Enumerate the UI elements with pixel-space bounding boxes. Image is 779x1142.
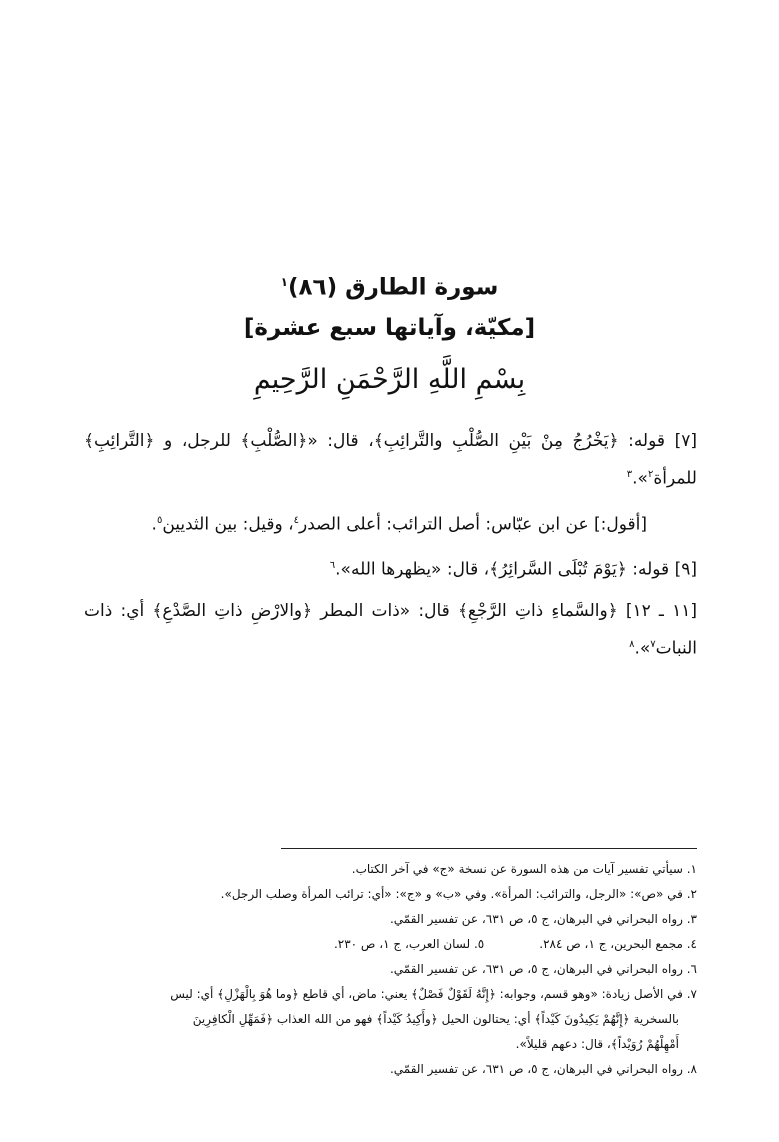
paragraph-text: [٧] قوله: ﴿يَخْرُجُ مِنْ بَيْنِ الصُّلْبِ والتَّرائِبِ﴾، قال: «﴿الصُّلْبِ﴾ للرجل، و ﴿التَّرائِبِ﴾ للمرأة <box>84 431 697 489</box>
footnote: ١. سيأتي تفسير آيات من هذه السورة عن نسخة «ج» في آخر الكتاب. <box>351 862 697 876</box>
footnote: ٢. في «ص»: «الرجل، والترائب: المرأة». وفي «ب» و «ج»: «أي: ترائب المرأة وصلب الرجل». <box>220 887 697 901</box>
commentary-paragraph: [أقول:] عن ابن عبّاس: أصل الترائب: أعلى الصدر$^٤$، وقيل: بين الثديين$^٥$. <box>151 514 647 535</box>
footnote: ٦. رواه البحراني في البرهان، ج ٥، ص ٦٣١، عن تفسير القمّي. <box>389 962 697 976</box>
footnote-continuation: أَمْهِلْهُمْ رُوَيْداً﴾، قال: دعهم قليلاً». <box>515 1037 679 1051</box>
footnote-divider <box>281 848 697 849</box>
commentary-paragraph <box>84 549 697 587</box>
paragraph-text: ». <box>632 468 648 489</box>
footnote-marker: ٤ <box>293 514 300 526</box>
basmala: بِسْمِ اللَّهِ الرَّحْمَنِ الرَّحِيمِ <box>253 364 526 395</box>
commentary-body <box>84 425 697 674</box>
footnote-marker: ٢ <box>647 469 654 480</box>
paragraph-text: [١١ ـ ١٢] ﴿والسَّماءِ ذاتِ الرَّجْعِ﴾ قال: «ذات المطر ﴿والارْضِ ذاتِ الصَّدْعِ﴾ أي: ذات النبات <box>84 600 697 659</box>
footnote-marker: ١ <box>280 275 288 289</box>
paragraph-text: ، وقيل: بين الثديين <box>162 514 294 535</box>
surah-heading <box>0 262 779 348</box>
footnotes <box>84 857 697 1082</box>
footnote: ٣. رواه البحراني في البرهان، ج ٥، ص ٦٣١، عن تفسير القمّي. <box>389 912 697 926</box>
footnote-marker: ٦ <box>329 560 336 572</box>
footnote-marker: ٥ <box>156 514 163 526</box>
surah-subtitle: [مكيّة، وآياتها سبع عشرة] <box>243 314 536 341</box>
commentary-paragraph <box>84 595 697 666</box>
footnote-marker: ٣ <box>626 469 633 480</box>
footnote: ٥. لسان العرب، ج ١، ص ٢٣٠. <box>333 937 485 951</box>
footnote-marker: ٧ <box>650 638 656 650</box>
paragraph-text: ». <box>634 638 651 659</box>
commentary-paragraph <box>84 425 697 496</box>
footnote: ٧. في الأصل زيادة: «وهو قسم، وجوابه: ﴿إِنَّهُ لَقَوْلٌ فَصْلٌ﴾ يعني: ماض، أي قاطع ﴿وما هُوَ بِالْهَزْلِ﴾ أي: ليس <box>170 987 697 1001</box>
paragraph-text: [أقول:] عن ابن عبّاس: أصل الترائب: أعلى الصدر <box>299 514 647 535</box>
surah-title-text: سورة الطارق (٨٦) <box>287 274 499 301</box>
surah-title <box>0 262 779 308</box>
footnote: ٨. رواه البحراني في البرهان، ج ٥، ص ٦٣١، عن تفسير القمّي. <box>389 1062 697 1076</box>
paragraph-text: [٩] قوله: ﴿يَوْمَ تُبْلَى السَّرائِرُ﴾، قال: «يظهرها الله». <box>335 559 697 580</box>
footnote-marker: ٨ <box>629 638 635 650</box>
footnote-row <box>84 932 697 957</box>
footnote: ٤. مجمع البحرين، ج ١، ص ٢٨٤. <box>539 937 697 951</box>
footnote-continuation: بالسخرية ﴿إِنَّهُمْ يَكِيدُونَ كَيْداً﴾ أي: يحتالون الحيل ﴿وأَكِيدُ كَيْداً﴾ فهو من الله العذاب ﴿فَمَهِّلِ الْكافِرِينَ <box>192 1012 679 1026</box>
